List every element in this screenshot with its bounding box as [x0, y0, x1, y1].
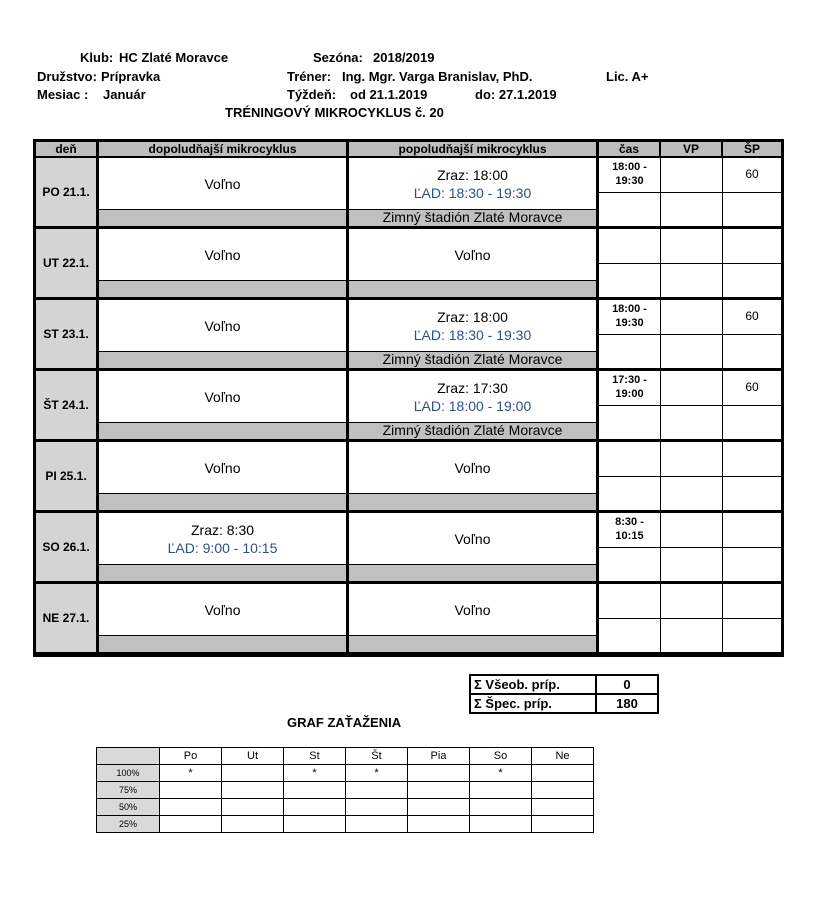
tyzden-od: od 21.1.2019	[350, 87, 428, 102]
graph-cell	[284, 799, 346, 816]
am-cell	[99, 229, 349, 300]
day-cell: SO 26.1.	[36, 513, 99, 584]
cas-cell	[599, 442, 661, 513]
pm-cell	[349, 300, 599, 371]
header-sp: ŠP	[743, 142, 760, 156]
graph-cell	[408, 799, 470, 816]
graph-col-header: Po	[160, 748, 222, 765]
graph-row	[97, 765, 594, 782]
am-place-bar	[99, 210, 346, 229]
pm-place-bar: Zimný štadión Zlaté Moravce	[349, 352, 596, 371]
load-graph-table	[96, 747, 594, 833]
page-title: TRÉNINGOVÝ MIKROCYKLUS č. 20	[225, 105, 444, 120]
cas-value: 8:30 - 10:15	[615, 516, 644, 542]
klub-value: HC Zlaté Moravce	[119, 50, 229, 65]
am-line1: Voľno	[204, 175, 241, 192]
mesiac-value: Január	[103, 87, 146, 102]
vp-cell	[661, 442, 723, 513]
graph-cell	[532, 765, 594, 782]
vp-cell	[661, 513, 723, 584]
graph-col-header: Ne	[532, 748, 594, 765]
header-pm: popoludňajší mikrocyklus	[349, 142, 599, 156]
graph-cell	[222, 782, 284, 799]
am-cell	[99, 371, 349, 442]
sp-cell	[723, 300, 781, 371]
cas-value: 17:30 - 19:00	[612, 374, 647, 400]
pm-cell	[349, 513, 599, 584]
sp-cell	[723, 229, 781, 300]
vp-cell	[661, 584, 723, 655]
graph-header-row	[97, 748, 594, 765]
pm-line2: ĽAD: 18:30 - 19:30	[413, 184, 532, 201]
sezona-value: 2018/2019	[373, 50, 435, 65]
am-cell	[99, 300, 349, 371]
cas-value	[599, 584, 660, 586]
summary-vseob-value: 0	[595, 676, 657, 694]
graph-cell	[160, 782, 222, 799]
sp-value: 60	[745, 167, 759, 181]
cas-value: 18:00 - 19:30	[612, 161, 647, 187]
graph-cell	[160, 799, 222, 816]
pm-line1: Zraz: 18:00	[437, 308, 508, 325]
graph-cell	[470, 799, 532, 816]
am-line1: Voľno	[204, 317, 241, 334]
pm-place-bar	[349, 636, 596, 655]
pm-cell	[349, 158, 599, 229]
graph-row	[97, 816, 594, 833]
graph-row-label: 25%	[97, 816, 160, 833]
cas-cell	[599, 584, 661, 655]
am-place-bar	[99, 352, 346, 371]
graph-cell	[346, 799, 408, 816]
pm-line1: Voľno	[454, 601, 491, 618]
cas-cell	[599, 300, 661, 371]
cas-value: 18:00 - 19:30	[612, 303, 647, 329]
graph-cell	[222, 799, 284, 816]
sp-cell	[723, 158, 781, 229]
graph-cell	[408, 782, 470, 799]
sp-cell	[723, 442, 781, 513]
graph-cell	[222, 765, 284, 782]
mesiac-label: Mesiac :	[37, 87, 89, 102]
graph-cell	[408, 765, 470, 782]
pm-place-bar	[349, 565, 596, 584]
am-line1: Zraz: 8:30	[190, 521, 255, 538]
summary-spec-label: Σ Špec. príp.	[474, 696, 552, 711]
vp-cell	[661, 300, 723, 371]
graph-col-header: St	[284, 748, 346, 765]
summary-vseob-label: Σ Všeob. príp.	[474, 677, 560, 692]
pm-line1: Voľno	[454, 246, 491, 263]
graph-cell	[532, 816, 594, 833]
am-cell	[99, 442, 349, 513]
graph-cell: *	[470, 765, 532, 782]
graph-col-header: Ut	[222, 748, 284, 765]
am-place-bar	[99, 636, 346, 655]
day-cell: ST 23.1.	[36, 300, 99, 371]
trener-label: Tréner:	[287, 69, 332, 84]
graph-cell	[470, 816, 532, 833]
graph-row	[97, 782, 594, 799]
am-cell	[99, 513, 349, 584]
am-line1: Voľno	[204, 601, 241, 618]
tyzden-do: do: 27.1.2019	[475, 87, 557, 102]
cas-value	[599, 442, 660, 444]
am-cell	[99, 158, 349, 229]
tyzden-label: Týždeň:	[287, 87, 337, 102]
graph-title: GRAF ZAŤAŽENIA	[287, 715, 402, 730]
graph-row-label: 75%	[97, 782, 160, 799]
am-line2: ĽAD: 9:00 - 10:15	[167, 539, 278, 556]
graph-corner	[97, 748, 160, 765]
cas-cell	[599, 158, 661, 229]
graph-cell	[532, 799, 594, 816]
graph-row-label: 50%	[97, 799, 160, 816]
vp-cell	[661, 229, 723, 300]
am-place-bar	[99, 281, 346, 300]
day-cell: PI 25.1.	[36, 442, 99, 513]
vp-cell	[661, 371, 723, 442]
graph-cell: *	[160, 765, 222, 782]
graph-row-label: 100%	[97, 765, 160, 782]
header-cas: čas	[599, 142, 661, 156]
pm-cell	[349, 584, 599, 655]
druzstvo-value: Prípravka	[101, 69, 161, 84]
sp-cell	[723, 513, 781, 584]
sp-value: 60	[745, 309, 759, 323]
summary-spec-value: 180	[595, 695, 657, 713]
druzstvo-label: Družstvo:	[37, 69, 97, 84]
pm-cell	[349, 229, 599, 300]
pm-line1: Voľno	[454, 530, 491, 547]
pm-line1: Zraz: 17:30	[437, 379, 508, 396]
graph-col-header: So	[470, 748, 532, 765]
header-den: deň	[36, 142, 99, 156]
am-place-bar	[99, 494, 346, 513]
graph-col-header: Pia	[408, 748, 470, 765]
graph-cell	[160, 816, 222, 833]
am-line1: Voľno	[204, 459, 241, 476]
am-cell	[99, 584, 349, 655]
pm-place-bar: Zimný štadión Zlaté Moravce	[349, 210, 596, 229]
vp-cell	[661, 158, 723, 229]
sp-cell	[723, 584, 781, 655]
cas-cell	[599, 371, 661, 442]
pm-place-bar	[349, 281, 596, 300]
pm-line1: Voľno	[454, 459, 491, 476]
day-cell: ŠT 24.1.	[36, 371, 99, 442]
microcycle-table	[33, 139, 784, 657]
am-line1: Voľno	[204, 388, 241, 405]
day-cell: UT 22.1.	[36, 229, 99, 300]
graph-cell	[222, 816, 284, 833]
summary-box	[469, 674, 659, 714]
graph-cell	[346, 816, 408, 833]
header-vp: VP	[661, 142, 723, 156]
sp-value: 60	[745, 380, 759, 394]
pm-cell	[349, 442, 599, 513]
am-line1: Voľno	[204, 246, 241, 263]
graph-cell	[284, 782, 346, 799]
trener-value: Ing. Mgr. Varga Branislav, PhD.	[342, 69, 533, 84]
cas-cell	[599, 513, 661, 584]
graph-cell	[408, 816, 470, 833]
am-place-bar	[99, 423, 346, 442]
table-header-row	[36, 142, 781, 158]
graph-col-header: Št	[346, 748, 408, 765]
day-cell: NE 27.1.	[36, 584, 99, 655]
pm-cell	[349, 371, 599, 442]
day-cell: PO 21.1.	[36, 158, 99, 229]
graph-cell: *	[346, 765, 408, 782]
am-place-bar	[99, 565, 346, 584]
pm-place-bar: Zimný štadión Zlaté Moravce	[349, 423, 596, 442]
pm-line2: ĽAD: 18:30 - 19:30	[413, 326, 532, 343]
header-am: dopoludňajší mikrocyklus	[99, 142, 349, 156]
graph-cell	[470, 782, 532, 799]
licencia: Lic. A+	[606, 69, 649, 84]
graph-cell: *	[284, 765, 346, 782]
cas-cell	[599, 229, 661, 300]
pm-place-bar	[349, 494, 596, 513]
cas-value	[599, 229, 660, 231]
graph-cell	[532, 782, 594, 799]
pm-line1: Zraz: 18:00	[437, 166, 508, 183]
sezona-label: Sezóna:	[313, 50, 363, 65]
klub-label: Klub:	[80, 50, 114, 65]
graph-row	[97, 799, 594, 816]
graph-cell	[284, 816, 346, 833]
pm-line2: ĽAD: 18:00 - 19:00	[413, 397, 532, 414]
graph-cell	[346, 782, 408, 799]
sp-cell	[723, 371, 781, 442]
